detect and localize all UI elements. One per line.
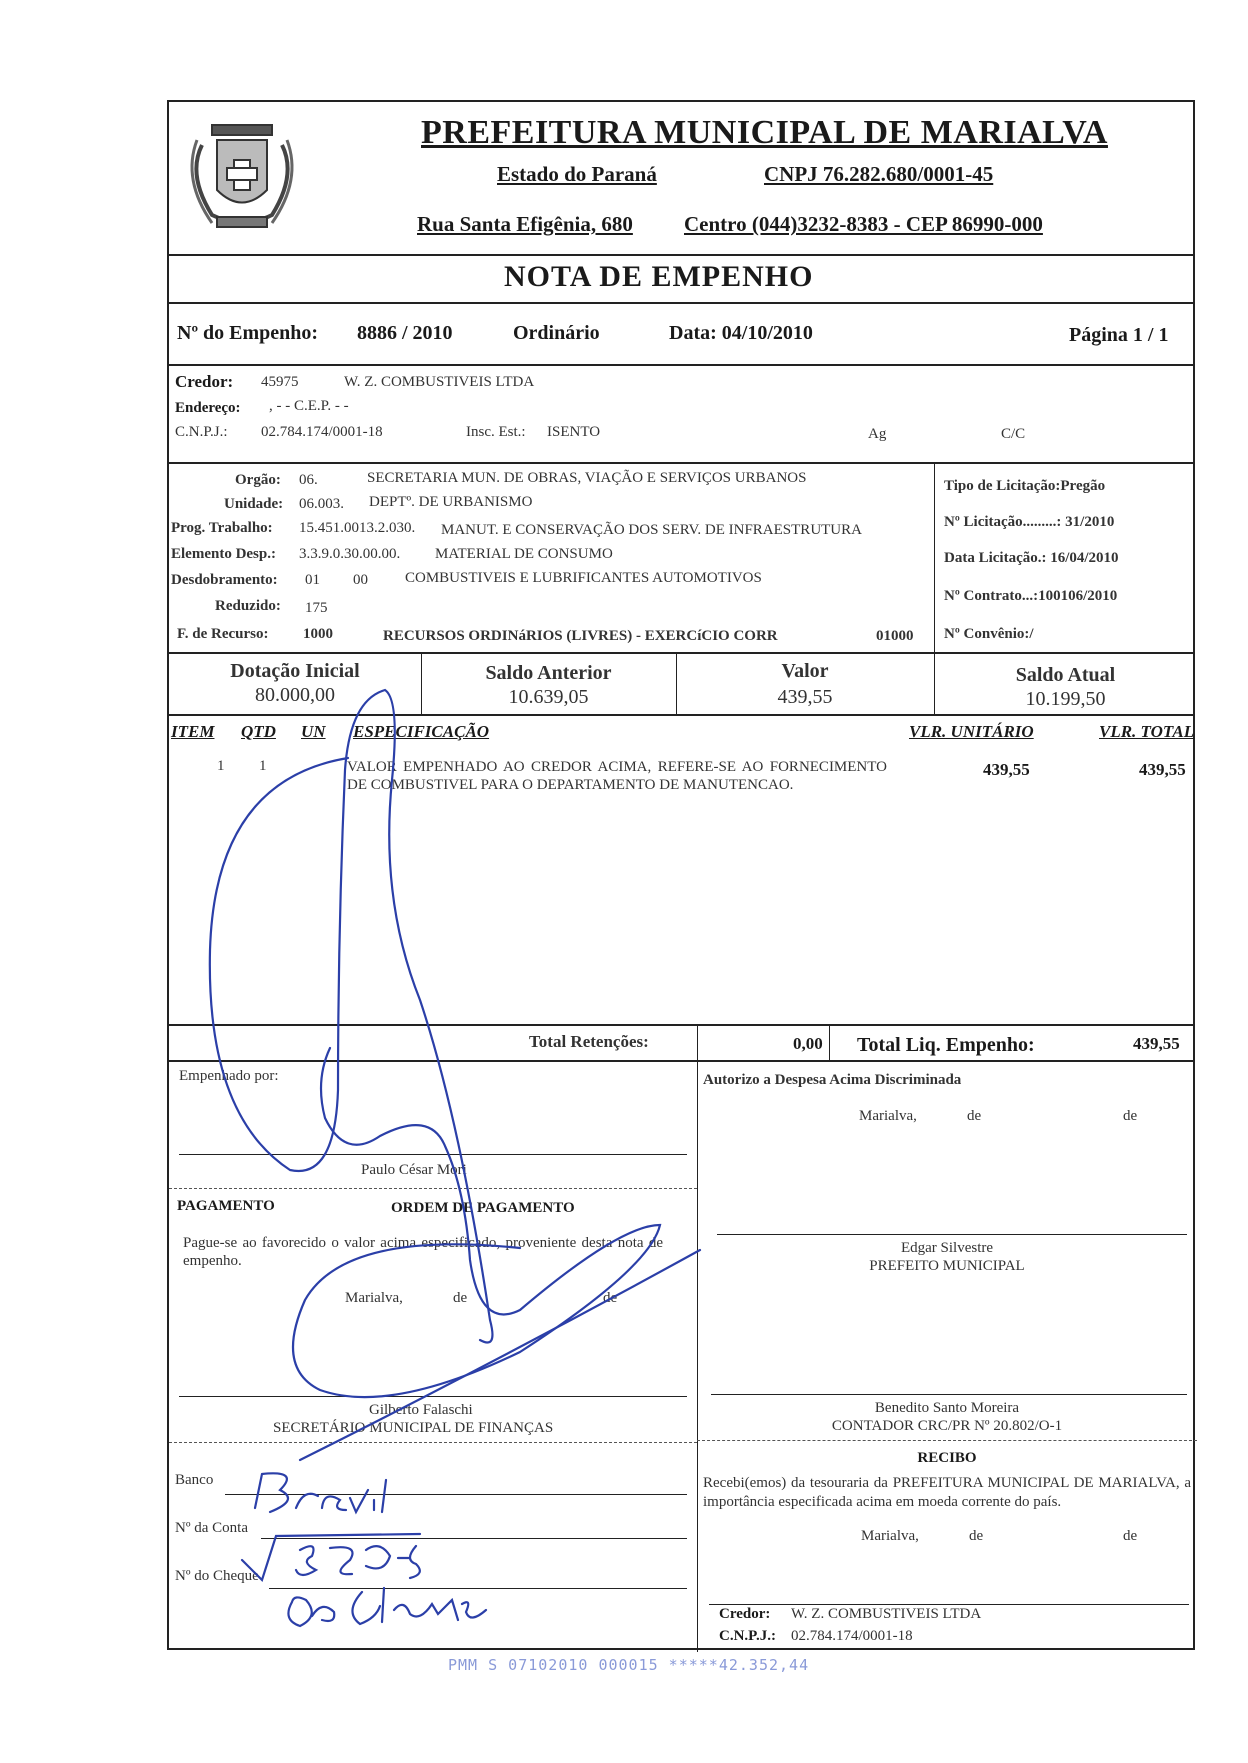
empenho-label: Nº do Empenho:: [177, 322, 319, 344]
autorizo-de2: de: [1123, 1108, 1138, 1124]
retencoes-label: Total Retenções:: [529, 1032, 649, 1051]
conta-label: Nº da Conta: [175, 1520, 248, 1536]
col-vlr-unitario: VLR. UNITÁRIO: [909, 722, 1034, 741]
saldo-anterior-label: Saldo Anterior: [485, 662, 612, 684]
autorizo-city: Marialva,: [859, 1108, 917, 1124]
contador-name: Benedito Santo Moreira: [874, 1400, 1020, 1416]
credor-code: 45975: [261, 374, 299, 390]
coat-of-arms-logo: [172, 105, 312, 245]
orgao-label: Orgão:: [235, 472, 281, 488]
prog-desc: MANUT. E CONSERVAÇÃO DOS SERV. DE INFRAESTRUTURA: [441, 522, 862, 538]
state-name: Estado do Paraná: [497, 162, 657, 186]
desdobramento-label: Desdobramento:: [171, 572, 278, 588]
form-frame: [167, 100, 1195, 1650]
elemento-desc: MATERIAL DE CONSUMO: [435, 546, 613, 562]
total-liq-value: 439,55: [1133, 1034, 1180, 1053]
unidade-label: Unidade:: [224, 496, 284, 512]
recibo-text: Recebi(emos) da tesouraria da PREFEITURA MUNICIPAL DE MARIALVA, a importância especificada acima em moeda corrente do país.: [703, 1475, 1191, 1510]
recurso-desc: RECURSOS ORDINáRIOS (LIVRES) - EXERCíCIO CORR: [383, 628, 778, 644]
pagamento-text: Pague-se ao favorecido o valor acima especificado, proveniente desta nota de empenho.: [183, 1235, 663, 1269]
saldo-atual-value: 10.199,50: [1025, 688, 1106, 710]
prog-label: Prog. Trabalho:: [171, 520, 273, 536]
col-un: UN: [301, 722, 326, 741]
recibo-city: Marialva,: [861, 1528, 919, 1544]
convenio-numero: Nº Convênio:/: [944, 626, 1034, 642]
saldo-atual-label: Saldo Atual: [1015, 664, 1116, 686]
unidade-code: 06.003.: [299, 496, 344, 512]
desdobramento-desc: COMBUSTIVEIS E LUBRIFICANTES AUTOMOTIVOS: [405, 570, 762, 586]
licitacao-data: Data Licitação.: 16/04/2010: [944, 550, 1119, 566]
valor-label: Valor: [781, 660, 829, 682]
credor-cnpj-value: 02.784.174/0001-18: [261, 424, 383, 440]
pagamento-city: Marialva,: [345, 1290, 403, 1306]
recibo-credor-value: W. Z. COMBUSTIVEIS LTDA: [791, 1606, 982, 1622]
autorizo-de1: de: [967, 1108, 982, 1124]
licitacao-numero: Nº Licitação.........: 31/2010: [944, 514, 1115, 530]
pagamento-signer-name: Gilberto Falaschi: [369, 1402, 473, 1418]
cheque-label: Nº do Cheque: [175, 1568, 259, 1584]
row-qtd: 1: [259, 758, 267, 774]
elemento-label: Elemento Desp.:: [171, 546, 276, 562]
recibo-credor-label: Credor:: [719, 1606, 771, 1622]
valor-value: 439,55: [777, 686, 833, 708]
credor-label: Credor:: [175, 372, 234, 391]
pagamento-signer-role: SECRETÁRIO MUNICIPAL DE FINANÇAS: [273, 1420, 554, 1436]
orgao-desc: SECRETARIA MUN. DE OBRAS, VIAÇÃO E SERVIÇOS URBANOS: [367, 470, 807, 486]
row-item: 1: [217, 758, 225, 774]
desdobramento-code1: 01: [305, 572, 320, 588]
credor-cnpj-label: C.N.P.J.:: [175, 424, 228, 440]
col-item: ITEM: [171, 722, 215, 741]
dotacao-label: Dotação Inicial: [230, 660, 360, 682]
row-vlr-total: 439,55: [1139, 760, 1186, 779]
prog-code: 15.451.0013.2.030.: [299, 520, 416, 536]
recibo-de2: de: [1123, 1528, 1138, 1544]
empenhado-label: Empenhado por:: [179, 1068, 279, 1084]
ag-label: Ag: [868, 426, 887, 442]
pagamento-de2: de: [603, 1290, 618, 1306]
col-qtd: QTD: [241, 722, 276, 741]
reduzido-value: 175: [305, 600, 328, 616]
recibo-cnpj-value: 02.784.174/0001-18: [791, 1628, 913, 1644]
contador-role: CONTADOR CRC/PR Nº 20.802/O-1: [831, 1418, 1063, 1434]
autorizo-label: Autorizo a Despesa Acima Discriminada: [703, 1072, 962, 1088]
empenhado-signer: Paulo César Mori: [361, 1162, 467, 1178]
cc-label: C/C: [1001, 426, 1026, 442]
insc-label: Insc. Est.:: [466, 424, 526, 440]
autorizo-signer-name: Edgar Silvestre: [900, 1240, 994, 1256]
recurso-code: 1000: [303, 626, 333, 642]
recurso-code2: 01000: [876, 628, 914, 644]
retencoes-value: 0,00: [793, 1034, 823, 1053]
credor-name: W. Z. COMBUSTIVEIS LTDA: [344, 374, 535, 390]
dotacao-value: 80.000,00: [255, 684, 335, 706]
row-especificacao: VALOR EMPENHADO AO CREDOR ACIMA, REFERE-SE AO FORNECIMENTO DE COMBUSTIVEL PARA O DEPARTAMENTO DE MANUTENCAO.: [347, 759, 887, 793]
empenho-number: 8886 / 2010: [357, 322, 453, 344]
saldo-anterior-value: 10.639,05: [508, 686, 589, 708]
endereco-label: Endereço:: [175, 400, 241, 416]
licitacao-tipo: Tipo de Licitação:Pregão: [944, 478, 1106, 494]
prefeitura-cnpj: CNPJ 76.282.680/0001-45: [764, 162, 994, 186]
endereco-value: , - - C.E.P. - -: [269, 398, 349, 414]
ordem-pagamento-label: ORDEM DE PAGAMENTO: [391, 1200, 575, 1216]
prefeitura-contact: Centro (044)3232-8383 - CEP 86990-000: [684, 212, 1043, 236]
recibo-de1: de: [969, 1528, 984, 1544]
recibo-cnpj-label: C.N.P.J.:: [719, 1628, 776, 1644]
recurso-label: F. de Recurso:: [177, 626, 269, 642]
banco-label: Banco: [175, 1472, 214, 1488]
print-stamp: PMM S 07102010 000015 *****42.352,44: [448, 1656, 810, 1674]
insc-value: ISENTO: [547, 424, 601, 440]
recibo-label: RECIBO: [917, 1450, 977, 1466]
row-vlr-unitario: 439,55: [983, 760, 1030, 779]
prefeitura-title: PREFEITURA MUNICIPAL DE MARIALVA: [421, 114, 1108, 151]
document-title: NOTA DE EMPENHO: [504, 260, 814, 293]
empenho-type: Ordinário: [513, 322, 600, 344]
total-liq-label: Total Liq. Empenho:: [857, 1034, 1035, 1056]
pagamento-de1: de: [453, 1290, 468, 1306]
pagamento-label: PAGAMENTO: [177, 1198, 275, 1214]
col-vlr-total: VLR. TOTAL: [1099, 722, 1195, 741]
reduzido-label: Reduzido:: [215, 598, 281, 614]
autorizo-signer-role: PREFEITO MUNICIPAL: [869, 1258, 1025, 1274]
elemento-code: 3.3.9.0.30.00.00.: [299, 546, 401, 562]
contrato-numero: Nº Contrato...:100106/2010: [944, 588, 1118, 604]
orgao-code: 06.: [299, 472, 318, 488]
col-especificacao: ESPECIFICAÇÃO: [353, 722, 490, 741]
page-number: Página 1 / 1: [1069, 324, 1169, 346]
empenho-date: Data: 04/10/2010: [669, 322, 813, 344]
desdobramento-code2: 00: [353, 572, 368, 588]
prefeitura-address: Rua Santa Efigênia, 680: [417, 212, 633, 236]
unidade-desc: DEPTº. DE URBANISMO: [369, 494, 533, 510]
